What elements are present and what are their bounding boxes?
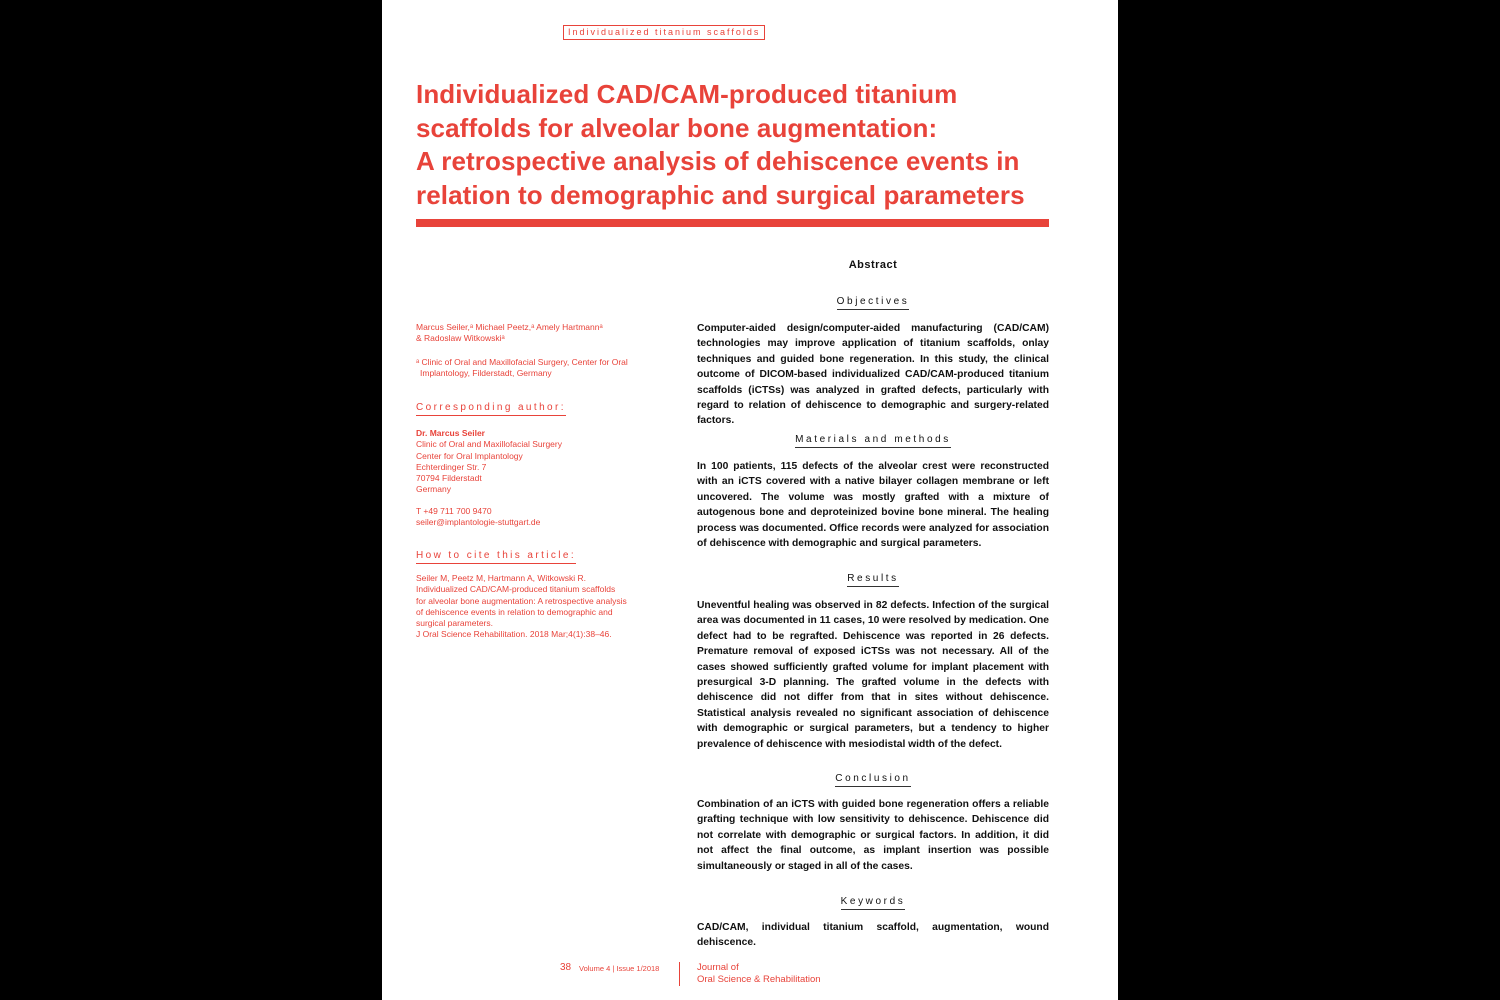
keywords-heading <box>697 891 1049 910</box>
email-link[interactable]: seiler@implantologie-stuttgart.de <box>416 517 541 528</box>
objectives-heading <box>697 291 1049 310</box>
results-heading <box>697 568 1049 587</box>
corresponding-heading: Corresponding author: <box>416 402 566 416</box>
methods-heading <box>697 429 1049 448</box>
conclusion-heading-text: Conclusion <box>835 773 910 787</box>
section-tag: Individualized titanium scaffolds <box>563 25 765 40</box>
authors-line: & Radoslaw Witkowskiᵃ <box>416 333 505 344</box>
title-line: Individualized CAD/CAM-produced titanium <box>416 79 958 109</box>
results-heading-text: Results <box>847 573 899 587</box>
methods-heading-text: Materials and methods <box>795 434 951 448</box>
objectives-text: Computer-aided design/computer-aided manufacturing (CAD/CAM) technologies may improve application of titanium scaffolds, onlay techniques and guided bone regeneration. In this study, the clinical outcome of DICOM-based individualized CAD/CAM-produced titanium scaffolds (iCTSs) was analyzed in grafted defects, particularly with regard to relation of dehiscence to demographic and surgery-related factors. <box>697 323 1049 427</box>
conclusion-text: Combination of an iCTS with guided bone regeneration offers a reliable grafting technique with low sensitivity to dehiscence. Dehiscence did not correlate with demographic or surgical factors. In addition, it did not affect the final outcome, as implant insertion was possible simultaneously or staged in all of the cases. <box>697 799 1049 872</box>
article-title <box>416 78 1066 212</box>
address-line: Clinic of Oral and Maxillofacial Surgery <box>416 439 562 450</box>
citation-line: Individualized CAD/CAM-produced titanium scaffolds <box>416 584 616 595</box>
address-line: 70794 Filderstadt <box>416 473 482 484</box>
affiliation-block <box>416 357 666 380</box>
journal-name <box>697 962 821 986</box>
affiliation-line: Implantology, Filderstadt, Germany <box>420 368 552 379</box>
results-text: Uneventful healing was observed in 82 defects. Infection of the surgical area was documented in 11 cases, 10 were resolved by medication. One defect had to be regrafted. Dehiscence was reported in 26 defects. Premature removal of exposed iCTSs was not necessary. All of the cases showed sufficiently grafted volume for implant placement with presurgical 3-D planning. The grafted volume in the defects with dehiscence did not differ from that in sites without dehiscence. Statistical analysis revealed no significant association of dehiscence with demographic or surgical parameters, but a tendency to higher prevalence of dehiscence with mesiodistal width of the defect. <box>697 600 1049 750</box>
phone: T +49 711 700 9470 <box>416 506 492 516</box>
keywords-text: CAD/CAM, individual titanium scaffold, augmentation, wound dehiscence. <box>697 922 1049 949</box>
journal-line: Journal of <box>697 962 739 973</box>
citation-heading-block <box>416 550 666 564</box>
conclusion-heading <box>697 768 1049 787</box>
journal-line: Oral Science & Rehabilitation <box>697 974 821 985</box>
footer-divider <box>679 962 680 986</box>
address-line: Echterdinger Str. 7 <box>416 461 487 472</box>
objectives-heading-text: Objectives <box>837 296 910 310</box>
citation-line: J Oral Science Rehabilitation. 2018 Mar;4(1):38–46. <box>416 629 612 640</box>
title-line: relation to demographic and surgical parameters <box>416 179 1025 210</box>
author-block <box>416 322 666 345</box>
address-line: Germany <box>416 484 451 495</box>
title-line: A retrospective analysis of dehiscence events in <box>416 146 1020 176</box>
methods-text: In 100 patients, 115 defects of the alveolar crest were reconstructed with an iCTS covered with a native bilayer collagen membrane or left uncovered. The volume was mostly grafted with a mixture of autogenous bone and deproteinized bovine bone mineral. The healing process was documented. Office records were analyzed for association of dehiscence with demographic and surgical parameters. <box>697 461 1049 550</box>
abstract-title: Abstract <box>848 259 898 271</box>
contact-block <box>416 506 666 529</box>
address-line: Center for Oral Implantology <box>416 450 523 461</box>
affiliation-line: ᵃ Clinic of Oral and Maxillofacial Surgery, Center for Oral <box>416 357 628 367</box>
corresponding-author-block <box>416 402 666 416</box>
citation-heading: How to cite this article: <box>416 550 576 564</box>
page-number: 38 <box>560 962 572 973</box>
volume-issue: Volume 4 | Issue 1/2018 <box>579 964 660 973</box>
corresponding-name: Dr. Marcus Seiler <box>416 428 485 438</box>
citation-block <box>416 573 666 641</box>
citation-line: of dehiscence events in relation to demographic and <box>416 606 613 617</box>
title-line: scaffolds for alveolar bone augmentation: <box>416 112 938 143</box>
citation-line: surgical parameters. <box>416 618 494 629</box>
article-page <box>382 0 1118 1000</box>
title-rule <box>416 219 1049 227</box>
citation-line: for alveolar bone augmentation: A retrospective analysis <box>416 595 627 606</box>
keywords-heading-text: Keywords <box>841 896 906 910</box>
citation-line: Seiler M, Peetz M, Hartmann A, Witkowski R. <box>416 573 587 583</box>
corresponding-address <box>416 428 666 496</box>
authors-line: Marcus Seiler,ᵃ Michael Peetz,ᵃ Amely Hartmannᵃ <box>416 322 603 332</box>
